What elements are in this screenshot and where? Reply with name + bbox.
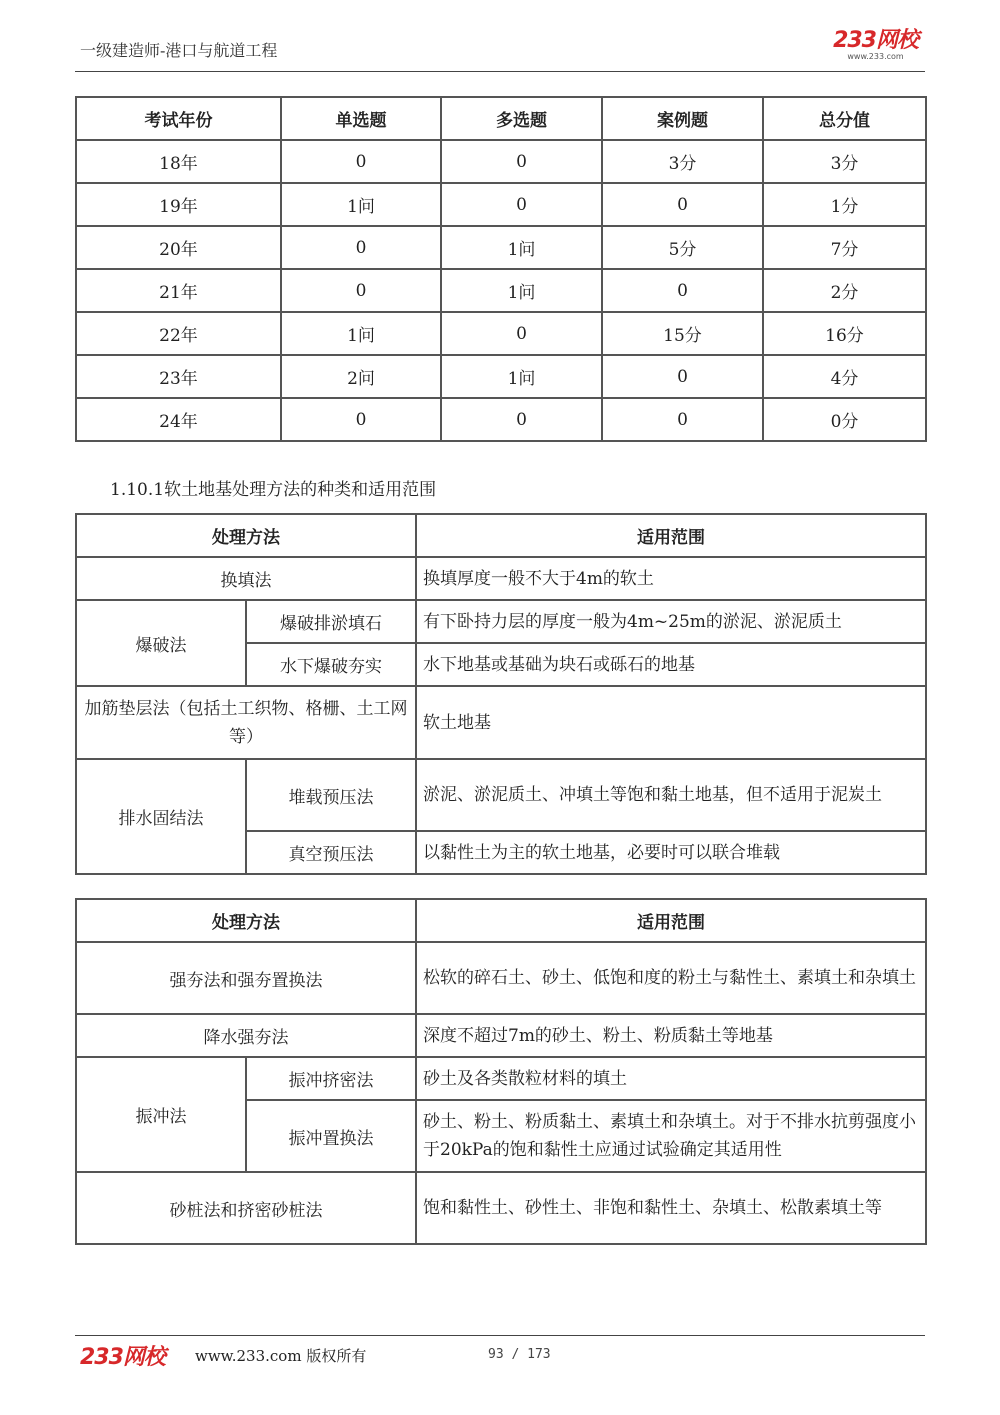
table-row xyxy=(76,686,926,759)
table-row xyxy=(76,1014,926,1057)
sub-method-cell: 堆载预压法 xyxy=(246,759,416,831)
single-choice-cell: 1问 xyxy=(281,312,441,355)
header-cell: 总分值 xyxy=(763,97,926,140)
table-row xyxy=(76,1057,926,1100)
year-cell: 24年 xyxy=(76,398,281,441)
method-group-cell: 爆破法 xyxy=(76,600,246,686)
scope-cell: 水下地基或基础为块石或砾石的地基 xyxy=(416,643,926,686)
case-cell: 5分 xyxy=(602,226,763,269)
table-row xyxy=(76,226,926,269)
method-cell: 换填法 xyxy=(76,557,416,600)
soft-soil-methods-table-2 xyxy=(75,898,927,1245)
section-heading: 1.10.1软土地基处理方法的种类和适用范围 xyxy=(110,480,437,500)
scope-cell: 砂土及各类散粒材料的填土 xyxy=(416,1057,926,1100)
table-header-row xyxy=(76,514,926,557)
multi-choice-cell: 1问 xyxy=(441,355,602,398)
case-cell: 15分 xyxy=(602,312,763,355)
case-cell: 0 xyxy=(602,183,763,226)
multi-choice-cell: 0 xyxy=(441,183,602,226)
table-row xyxy=(76,398,926,441)
scope-cell: 松软的碎石土、砂土、低饱和度的粉土与黏性土、素填土和杂填土 xyxy=(416,942,926,1014)
sub-method-cell: 水下爆破夯实 xyxy=(246,643,416,686)
method-cell: 砂桩法和挤密砂桩法 xyxy=(76,1172,416,1244)
total-cell: 3分 xyxy=(763,140,926,183)
case-cell: 3分 xyxy=(602,140,763,183)
table-row xyxy=(76,140,926,183)
table-row xyxy=(76,600,926,643)
scope-cell: 有下卧持力层的厚度一般为4m~25m的淤泥、淤泥质土 xyxy=(416,600,926,643)
table-row xyxy=(76,942,926,1014)
header-cell: 案例题 xyxy=(602,97,763,140)
brand-logo-text: 233网校 xyxy=(833,28,918,53)
total-cell: 7分 xyxy=(763,226,926,269)
single-choice-cell: 0 xyxy=(281,140,441,183)
sub-method-cell: 爆破排淤填石 xyxy=(246,600,416,643)
method-cell: 强夯法和强夯置换法 xyxy=(76,942,416,1014)
case-cell: 0 xyxy=(602,355,763,398)
header-cell: 单选题 xyxy=(281,97,441,140)
brand-logo-url: www.233.com xyxy=(847,52,904,61)
multi-choice-cell: 1问 xyxy=(441,269,602,312)
brand-logo xyxy=(833,30,918,61)
single-choice-cell: 0 xyxy=(281,269,441,312)
year-cell: 21年 xyxy=(76,269,281,312)
single-choice-cell: 0 xyxy=(281,226,441,269)
scope-cell: 软土地基 xyxy=(416,686,926,759)
method-cell: 降水强夯法 xyxy=(76,1014,416,1057)
total-cell: 16分 xyxy=(763,312,926,355)
table-row xyxy=(76,355,926,398)
year-cell: 18年 xyxy=(76,140,281,183)
multi-choice-cell: 1问 xyxy=(441,226,602,269)
table-row xyxy=(76,1172,926,1244)
header-divider xyxy=(75,71,925,72)
multi-choice-cell: 0 xyxy=(441,312,602,355)
header-cell-scope: 适用范围 xyxy=(416,899,926,942)
year-cell: 22年 xyxy=(76,312,281,355)
method-group-cell: 振冲法 xyxy=(76,1057,246,1172)
table-row xyxy=(76,759,926,831)
scope-cell: 换填厚度一般不大于4m的软土 xyxy=(416,557,926,600)
multi-choice-cell: 0 xyxy=(441,140,602,183)
table-row xyxy=(76,557,926,600)
scope-cell: 淤泥、淤泥质土、冲填土等饱和黏土地基，但不适用于泥炭土 xyxy=(416,759,926,831)
method-group-cell: 排水固结法 xyxy=(76,759,246,874)
soft-soil-methods-table-1 xyxy=(75,513,927,875)
scope-cell: 砂土、粉土、粉质黏土、素填土和杂填土。对于不排水抗剪强度小于20kPa的饱和黏性土应通过试验确定其适用性 xyxy=(416,1100,926,1172)
table-header-row xyxy=(76,899,926,942)
table-row xyxy=(76,312,926,355)
total-cell: 4分 xyxy=(763,355,926,398)
year-cell: 20年 xyxy=(76,226,281,269)
scope-cell: 以黏性土为主的软土地基，必要时可以联合堆载 xyxy=(416,831,926,874)
method-cell: 加筋垫层法（包括土工织物、格栅、土工网等） xyxy=(76,686,416,759)
scope-cell: 饱和黏性土、砂性土、非饱和黏性土、杂填土、松散素填土等 xyxy=(416,1172,926,1244)
total-cell: 1分 xyxy=(763,183,926,226)
header-cell-method: 处理方法 xyxy=(76,899,416,942)
footer-divider xyxy=(75,1335,925,1336)
total-cell: 0分 xyxy=(763,398,926,441)
exam-scores-table xyxy=(75,96,927,442)
year-cell: 19年 xyxy=(76,183,281,226)
total-cell: 2分 xyxy=(763,269,926,312)
footer-copyright: www.233.com 版权所有 xyxy=(195,1347,367,1365)
footer-logo: 233网校 xyxy=(80,1345,165,1370)
case-cell: 0 xyxy=(602,269,763,312)
case-cell: 0 xyxy=(602,398,763,441)
single-choice-cell: 2问 xyxy=(281,355,441,398)
header-cell-method: 处理方法 xyxy=(76,514,416,557)
header-cell: 多选题 xyxy=(441,97,602,140)
single-choice-cell: 1问 xyxy=(281,183,441,226)
header-cell: 考试年份 xyxy=(76,97,281,140)
sub-method-cell: 振冲挤密法 xyxy=(246,1057,416,1100)
multi-choice-cell: 0 xyxy=(441,398,602,441)
table-row xyxy=(76,269,926,312)
table-row xyxy=(76,183,926,226)
document-title: 一级建造师-港口与航道工程 xyxy=(80,41,278,60)
sub-method-cell: 振冲置换法 xyxy=(246,1100,416,1172)
scope-cell: 深度不超过7m的砂土、粉土、粉质黏土等地基 xyxy=(416,1014,926,1057)
single-choice-cell: 0 xyxy=(281,398,441,441)
page-number: 93 / 173 xyxy=(488,1347,551,1362)
table-header-row xyxy=(76,97,926,140)
header-cell-scope: 适用范围 xyxy=(416,514,926,557)
sub-method-cell: 真空预压法 xyxy=(246,831,416,874)
year-cell: 23年 xyxy=(76,355,281,398)
